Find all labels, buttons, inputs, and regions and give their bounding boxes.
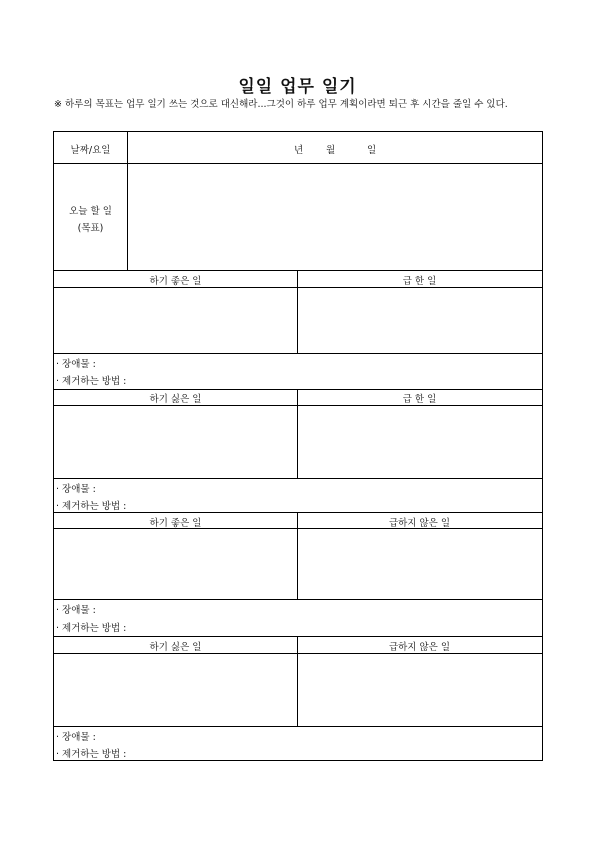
section2-obstacle: · 장애물 : — [56, 484, 96, 495]
section3-left-header: 하기 좋은 일 — [149, 518, 202, 529]
section4-left-field[interactable] — [54, 654, 297, 726]
section4-right-field[interactable] — [298, 654, 542, 726]
section4-remove: · 제거하는 방법 : — [56, 749, 127, 760]
row-divider — [54, 389, 542, 390]
section1-remove: · 제거하는 방법 : — [56, 376, 127, 387]
row-divider — [54, 353, 542, 354]
month-label: 월 — [326, 145, 336, 156]
row-divider — [54, 512, 542, 513]
day-label: 일 — [367, 145, 377, 156]
section2-left-header: 하기 싫은 일 — [149, 394, 202, 405]
date-label: 날짜/요일 — [70, 145, 111, 156]
section4-right-header: 급하지 않은 일 — [388, 642, 451, 653]
row-divider — [54, 726, 542, 727]
instruction-note: ※ 하루의 목표는 업무 일기 쓰는 것으로 대신해라...그것이 하루 업무 계획이라면 퇴근 후 시간을 줄일 수 있다. — [54, 99, 508, 110]
row-divider — [54, 270, 542, 271]
section3-right-header: 급하지 않은 일 — [388, 518, 451, 529]
section1-right-field[interactable] — [298, 288, 542, 353]
section2-right-field[interactable] — [298, 406, 542, 478]
section3-right-field[interactable] — [298, 529, 542, 599]
section4-obstacle: · 장애물 : — [56, 732, 96, 743]
goal-field[interactable] — [128, 164, 542, 270]
section4-left-header: 하기 싫은 일 — [149, 642, 202, 653]
row-divider — [54, 478, 542, 479]
section1-left-field[interactable] — [54, 288, 297, 353]
section3-remove: · 제거하는 방법 : — [56, 623, 127, 634]
section2-left-field[interactable] — [54, 406, 297, 478]
section1-right-header: 급 한 일 — [402, 276, 437, 287]
section3-obstacle: · 장애물 : — [56, 605, 96, 616]
section1-obstacle: · 장애물 : — [56, 359, 96, 370]
date-field[interactable] — [128, 132, 542, 163]
goal-sublabel: (목표) — [77, 223, 104, 234]
section3-left-field[interactable] — [54, 529, 297, 599]
row-divider — [54, 636, 542, 637]
section2-right-header: 급 한 일 — [402, 394, 437, 405]
row-divider — [54, 599, 542, 600]
diary-form — [53, 131, 543, 761]
section2-remove: · 제거하는 방법 : — [56, 501, 127, 512]
goal-label: 오늘 할 일 — [69, 206, 112, 217]
section1-left-header: 하기 좋은 일 — [149, 276, 202, 287]
year-label: 년 — [294, 145, 304, 156]
page-title: 일일 업무 일기 — [238, 77, 357, 97]
